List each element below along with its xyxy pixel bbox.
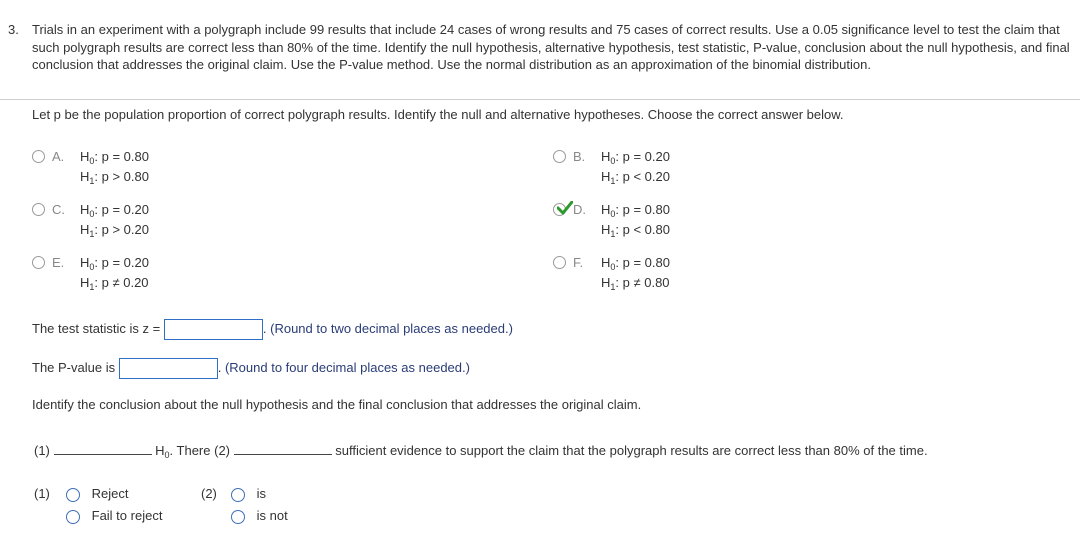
- hypotheses-prompt: Let p be the population proportion of correct polygraph results. Identify the null and alternative hypotheses. Choose the correct answer below.: [32, 107, 844, 122]
- choice-is-not[interactable]: [231, 508, 288, 524]
- option-b-h0: $H_0$: p = 0.20: [601, 149, 670, 166]
- choice-reject[interactable]: [66, 486, 128, 502]
- question-number: 3.: [8, 22, 19, 37]
- blank-1[interactable]: [54, 453, 152, 455]
- choice-is[interactable]: [231, 486, 266, 502]
- choice-fail-to-reject-label: Fail to reject: [91, 508, 163, 523]
- option-f-h1: $H_1$: p ≠ 0.80: [601, 275, 670, 292]
- radio-fail-to-reject[interactable]: [66, 510, 80, 524]
- option-c-h0: $H_0$: p = 0.20: [80, 202, 149, 219]
- option-c-h1: $H_1$: p > 0.20: [80, 222, 149, 239]
- radio-option-e[interactable]: [32, 256, 45, 269]
- option-f-h0: $H_0$: p = 0.80: [601, 255, 670, 272]
- radio-reject[interactable]: [66, 488, 80, 502]
- option-a-h1: $H_1$: p > 0.80: [80, 169, 149, 186]
- p-value-hint: (Round to four decimal places as needed.): [224, 359, 470, 375]
- blank-2[interactable]: [234, 453, 332, 455]
- p-value-row: The P-value is . (Round to four decimal places as needed.): [32, 358, 470, 379]
- choice-fail-to-reject[interactable]: [66, 508, 162, 524]
- radio-is-not[interactable]: [231, 510, 245, 524]
- conclusion-mid-text: . There: [169, 443, 211, 458]
- conclusion-prompt: Identify the conclusion about the null hypothesis and the final conclusion that addresses the original claim.: [32, 397, 642, 412]
- option-letter: F.: [573, 255, 584, 270]
- option-letter: C.: [52, 202, 65, 217]
- test-statistic-hint: (Round to two decimal places as needed.): [270, 320, 513, 336]
- test-statistic-row: The test statistic is z = . (Round to two decimal places as needed.): [32, 319, 513, 340]
- option-letter: A.: [52, 149, 65, 164]
- radio-option-b[interactable]: [553, 150, 566, 163]
- option-letter: D.: [573, 202, 586, 217]
- p-value-label: The P-value is: [32, 359, 116, 375]
- test-statistic-input[interactable]: [164, 319, 263, 340]
- choice-is-label: is: [256, 486, 267, 501]
- option-e-h0: $H_0$: p = 0.20: [80, 255, 149, 272]
- divider: [0, 99, 1080, 100]
- option-letter: E.: [52, 255, 65, 270]
- option-a-h0: $H_0$: p = 0.80: [80, 149, 149, 166]
- p-value-input[interactable]: [119, 358, 218, 379]
- blank-1-label: (1): [34, 443, 50, 458]
- radio-option-a[interactable]: [32, 150, 45, 163]
- blank-2-label: (2): [214, 443, 231, 458]
- option-b-h1: $H_1$: p < 0.20: [601, 169, 670, 186]
- choices-2-label: (2): [201, 486, 217, 501]
- checkmark-icon: [557, 201, 573, 215]
- choice-reject-label: Reject: [91, 486, 129, 501]
- radio-option-f[interactable]: [553, 256, 566, 269]
- option-e-h1: $H_1$: p ≠ 0.20: [80, 275, 149, 292]
- radio-option-c[interactable]: [32, 203, 45, 216]
- choices-1-label: (1): [34, 486, 50, 501]
- choice-is-not-label: is not: [256, 508, 288, 523]
- test-statistic-label: The test statistic is z =: [32, 320, 161, 336]
- radio-is[interactable]: [231, 488, 245, 502]
- option-d-h0: $H_0$: p = 0.80: [601, 202, 670, 219]
- question-text: Trials in an experiment with a polygraph include 99 results that include 24 cases of wrong results and 75 cases of correct results. Use a 0.05 significance level to test the claim that such polygraph results are correct less than 80% of the time. Identify the null hypothesis, alternative hypothesis, test statistic, P-value, conclusion about the null hypothesis, and final conclusion that addresses the original claim. Use the P-value method. Use the normal distribution as an approximation of the binomial distribution.: [32, 22, 1070, 72]
- option-letter: B.: [573, 149, 586, 164]
- option-d-h1: $H_1$: p < 0.80: [601, 222, 670, 239]
- conclusion-sentence: [34, 443, 928, 458]
- conclusion-end-text: sufficient evidence to support the claim that the polygraph results are correct less than 80% of the time.: [335, 443, 928, 458]
- null-hypothesis-symbol: $H_0$: [155, 443, 170, 460]
